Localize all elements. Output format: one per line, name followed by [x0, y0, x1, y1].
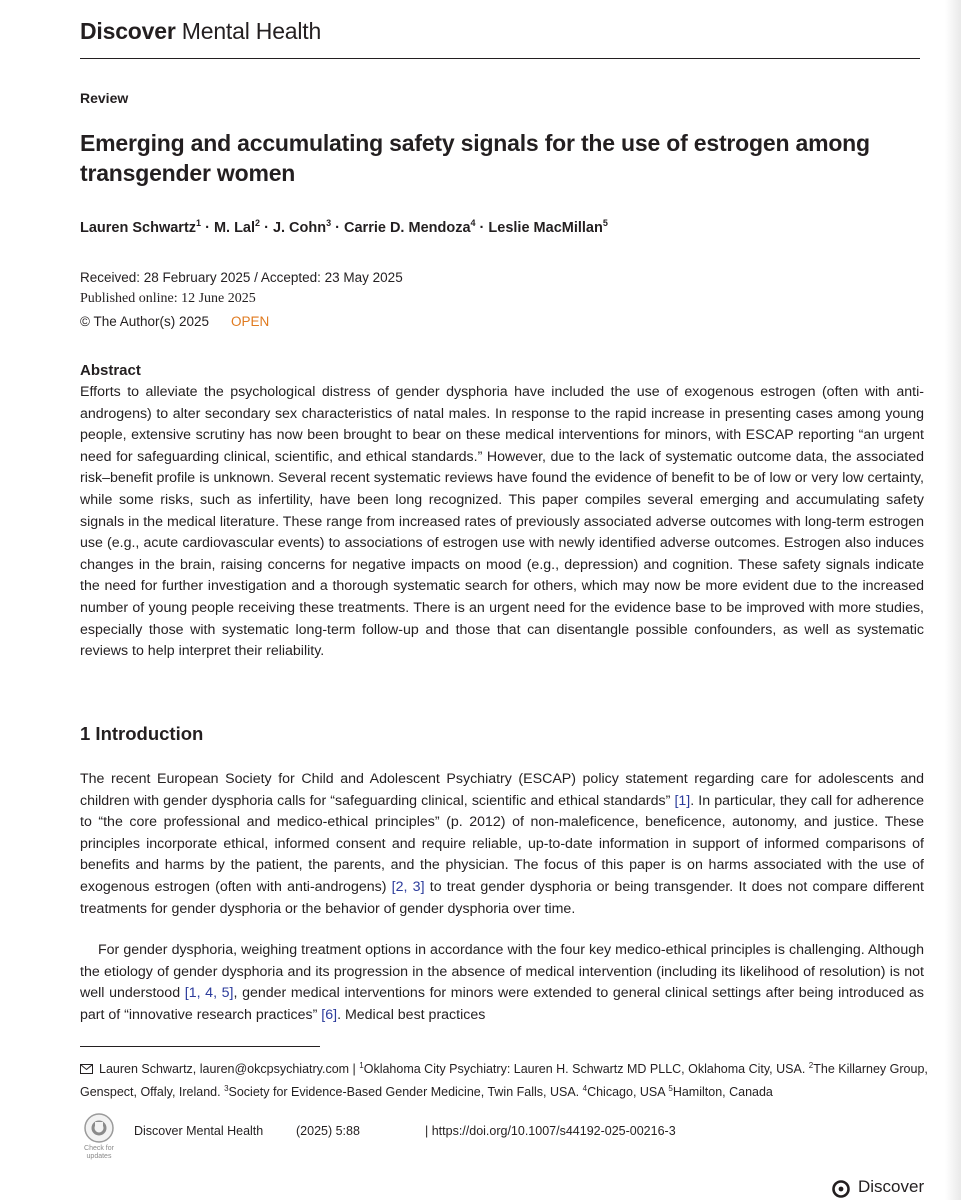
author-name: Carrie D. Mendoza	[344, 219, 471, 236]
badge-line-1: Check for	[84, 1145, 114, 1152]
citation-link[interactable]: [6]	[321, 1006, 338, 1023]
citation-link[interactable]: [1, 4, 5]	[184, 985, 234, 1002]
affiliation-1: Oklahoma City Psychiatry: Lauren H. Schwartz MD PLLC, Oklahoma City, USA.	[363, 1062, 809, 1077]
author-list	[80, 218, 608, 236]
author-affiliation-number: 5	[602, 218, 608, 228]
affiliation-5: Hamilton, Canada	[672, 1085, 773, 1100]
open-access-badge: OPEN	[231, 314, 270, 329]
received-accepted-dates: Received: 28 February 2025 / Accepted: 23 May 2025	[80, 270, 403, 285]
author-separator: ·	[201, 219, 214, 236]
copyright-text: © The Author(s) 2025	[80, 314, 210, 329]
intro-p2-text-a: For gender dysphoria, weighing treatment options in accordance with the four key medico-ethical principles is challenging. Although the etiology of gender dysphoria and its progression in the absence of medical intervention (including its likelihood of resolution) is not well understood	[80, 942, 924, 1002]
author-affiliation-number: 3	[326, 218, 332, 228]
citation-link[interactable]: [2, 3]	[391, 878, 425, 895]
author-name: J. Cohn	[272, 219, 327, 236]
check-for-updates-badge[interactable]	[77, 1112, 121, 1162]
doi-link[interactable]: | https://doi.org/10.1007/s44192-025-00216-3	[425, 1124, 676, 1138]
introduction-heading: 1 Introduction	[80, 723, 204, 744]
publisher-name: Discover	[858, 1177, 925, 1196]
author-affiliation-number: 4	[470, 218, 476, 228]
affiliation-2: The Killarney Group, Genspect, Offaly, Ireland.	[80, 1062, 928, 1100]
discover-logo-icon	[832, 1180, 850, 1198]
footer-volume: (2025) 5:88	[296, 1124, 360, 1138]
author-separator: ·	[331, 219, 345, 236]
footer-journal-name: Discover Mental Health	[134, 1124, 264, 1138]
badge-line-2: updates	[86, 1153, 112, 1160]
abstract-heading: Abstract	[80, 362, 141, 379]
intro-p1-text-a: The recent European Society for Child and Adolescent Psychiatry (ESCAP) policy statement regarding care for adolescents and children with gender dysphoria calls for “safeguarding clinical, scientific and ethical standards”	[80, 771, 924, 809]
published-date: Published online: 12 June 2025	[80, 291, 256, 306]
citation-link[interactable]: [1]	[674, 792, 691, 809]
footnote-rule	[80, 1046, 320, 1047]
intro-p2-text-b: , gender medical interventions for minors were extended to general clinical settings after being introduced as part of “innovative research practices”	[80, 985, 924, 1023]
author-separator: ·	[260, 219, 273, 236]
affiliation-4: Chicago, USA	[587, 1085, 669, 1100]
copyright-line	[80, 314, 269, 329]
author-name: M. Lal	[213, 219, 256, 236]
introduction-paragraph-2	[80, 940, 924, 1026]
affiliation-3: Society for Evidence-Based Gender Medicine, Twin Falls, USA.	[228, 1085, 583, 1100]
author-separator: ·	[475, 219, 489, 236]
page-edge-shadow	[945, 0, 961, 1200]
header-rule	[80, 58, 920, 59]
corresponding-author-email[interactable]: Lauren Schwartz, lauren@okcpsychiatry.com |	[99, 1062, 360, 1077]
check-for-updates-icon	[77, 1112, 121, 1162]
author-name: Lauren Schwartz	[80, 219, 197, 236]
article-type: Review	[80, 90, 129, 106]
article-title: Emerging and accumulating safety signals for the use of estrogen among transgender women	[80, 130, 870, 186]
journal-name-bold: Discover	[80, 18, 176, 44]
affiliations-footnote: Lauren Schwartz, lauren@okcpsychiatry.com | $^1$Oklahoma City Psychiatry: Lauren H. Schwartz MD PLLC, Oklahoma City, USA. $^2$The Killarney Group, Genspect, Offaly, Ireland. $^3$Society for Evidence-Based Gender Medicine, Twin Falls, USA. $^4$Chicago, USA $^5$Hamilton, Canada	[80, 1061, 928, 1100]
author-affiliation-number: 2	[255, 218, 261, 228]
journal-header	[80, 18, 321, 45]
author-affiliation-number: 1	[196, 218, 202, 228]
intro-p1-text-c: to treat gender dysphoria or being transgender. It does not compare different treatments for gender dysphoria or the behavior of gender dysphoria over time.	[80, 878, 924, 917]
abstract-text: Efforts to alleviate the psychological distress of gender dysphoria have included the use of exogenous estrogen (often with anti-androgens) to alter secondary sex characteristics of natal males. In response to the rapid increase in presenting cases among young people, extensive scrutiny has now been brought to bear on these medical interventions for minors, with ESCAP reporting “an urgent need for safeguarding clinical, scientific, and ethical standards.” However, due to the lack of systematic outcome data, the associated risk–benefit profile is unknown. Several recent systematic reviews have found the evidence of benefit to be of low or very low certainty, while some risks, such as infertility, have been long recognized. This paper compiles several emerging and accumulating safety signals in the medical literature. These range from increased rates of previously associated adverse outcomes with long-term estrogen use (e.g., acute cardiovascular events) to associations of estrogen use with newly identified adverse outcomes. Estrogen also induces changes in the brain, raising concerns for negative impacts on mood (e.g., depression) and cognition. These safety signals indicate the need for further investigation and a thorough systematic search for others, which may now be more evident due to the increased number of young people receiving these treatments. There is an urgent need for the evidence base to be improved with more studies, especially those with systematic long-term follow-up and those that can disentangle possible confounders, as well as systematic reviews to help interpret their reliability.	[80, 384, 924, 660]
journal-name-rest: Mental Health	[181, 18, 322, 44]
envelope-icon	[80, 1064, 93, 1074]
author-name: Leslie MacMillan	[488, 219, 603, 236]
intro-p2-text-c: . Medical best practices	[337, 1006, 486, 1023]
introduction-paragraph-1	[80, 769, 924, 920]
intro-p1-text-b: . In particular, they call for adherence to “the core professional and medico-ethical principles” (p. 2012) of non-maleficence, beneficence, autonomy, and justice. These principles incorporate ethical, informed consent and require reliable, up-to-date information in support of informed comparisons of benefits and harms by the patient, the parents, and the physician. The focus of this paper is on harms associated with the use of exogenous estrogen (often with anti-androgens)	[80, 792, 924, 895]
